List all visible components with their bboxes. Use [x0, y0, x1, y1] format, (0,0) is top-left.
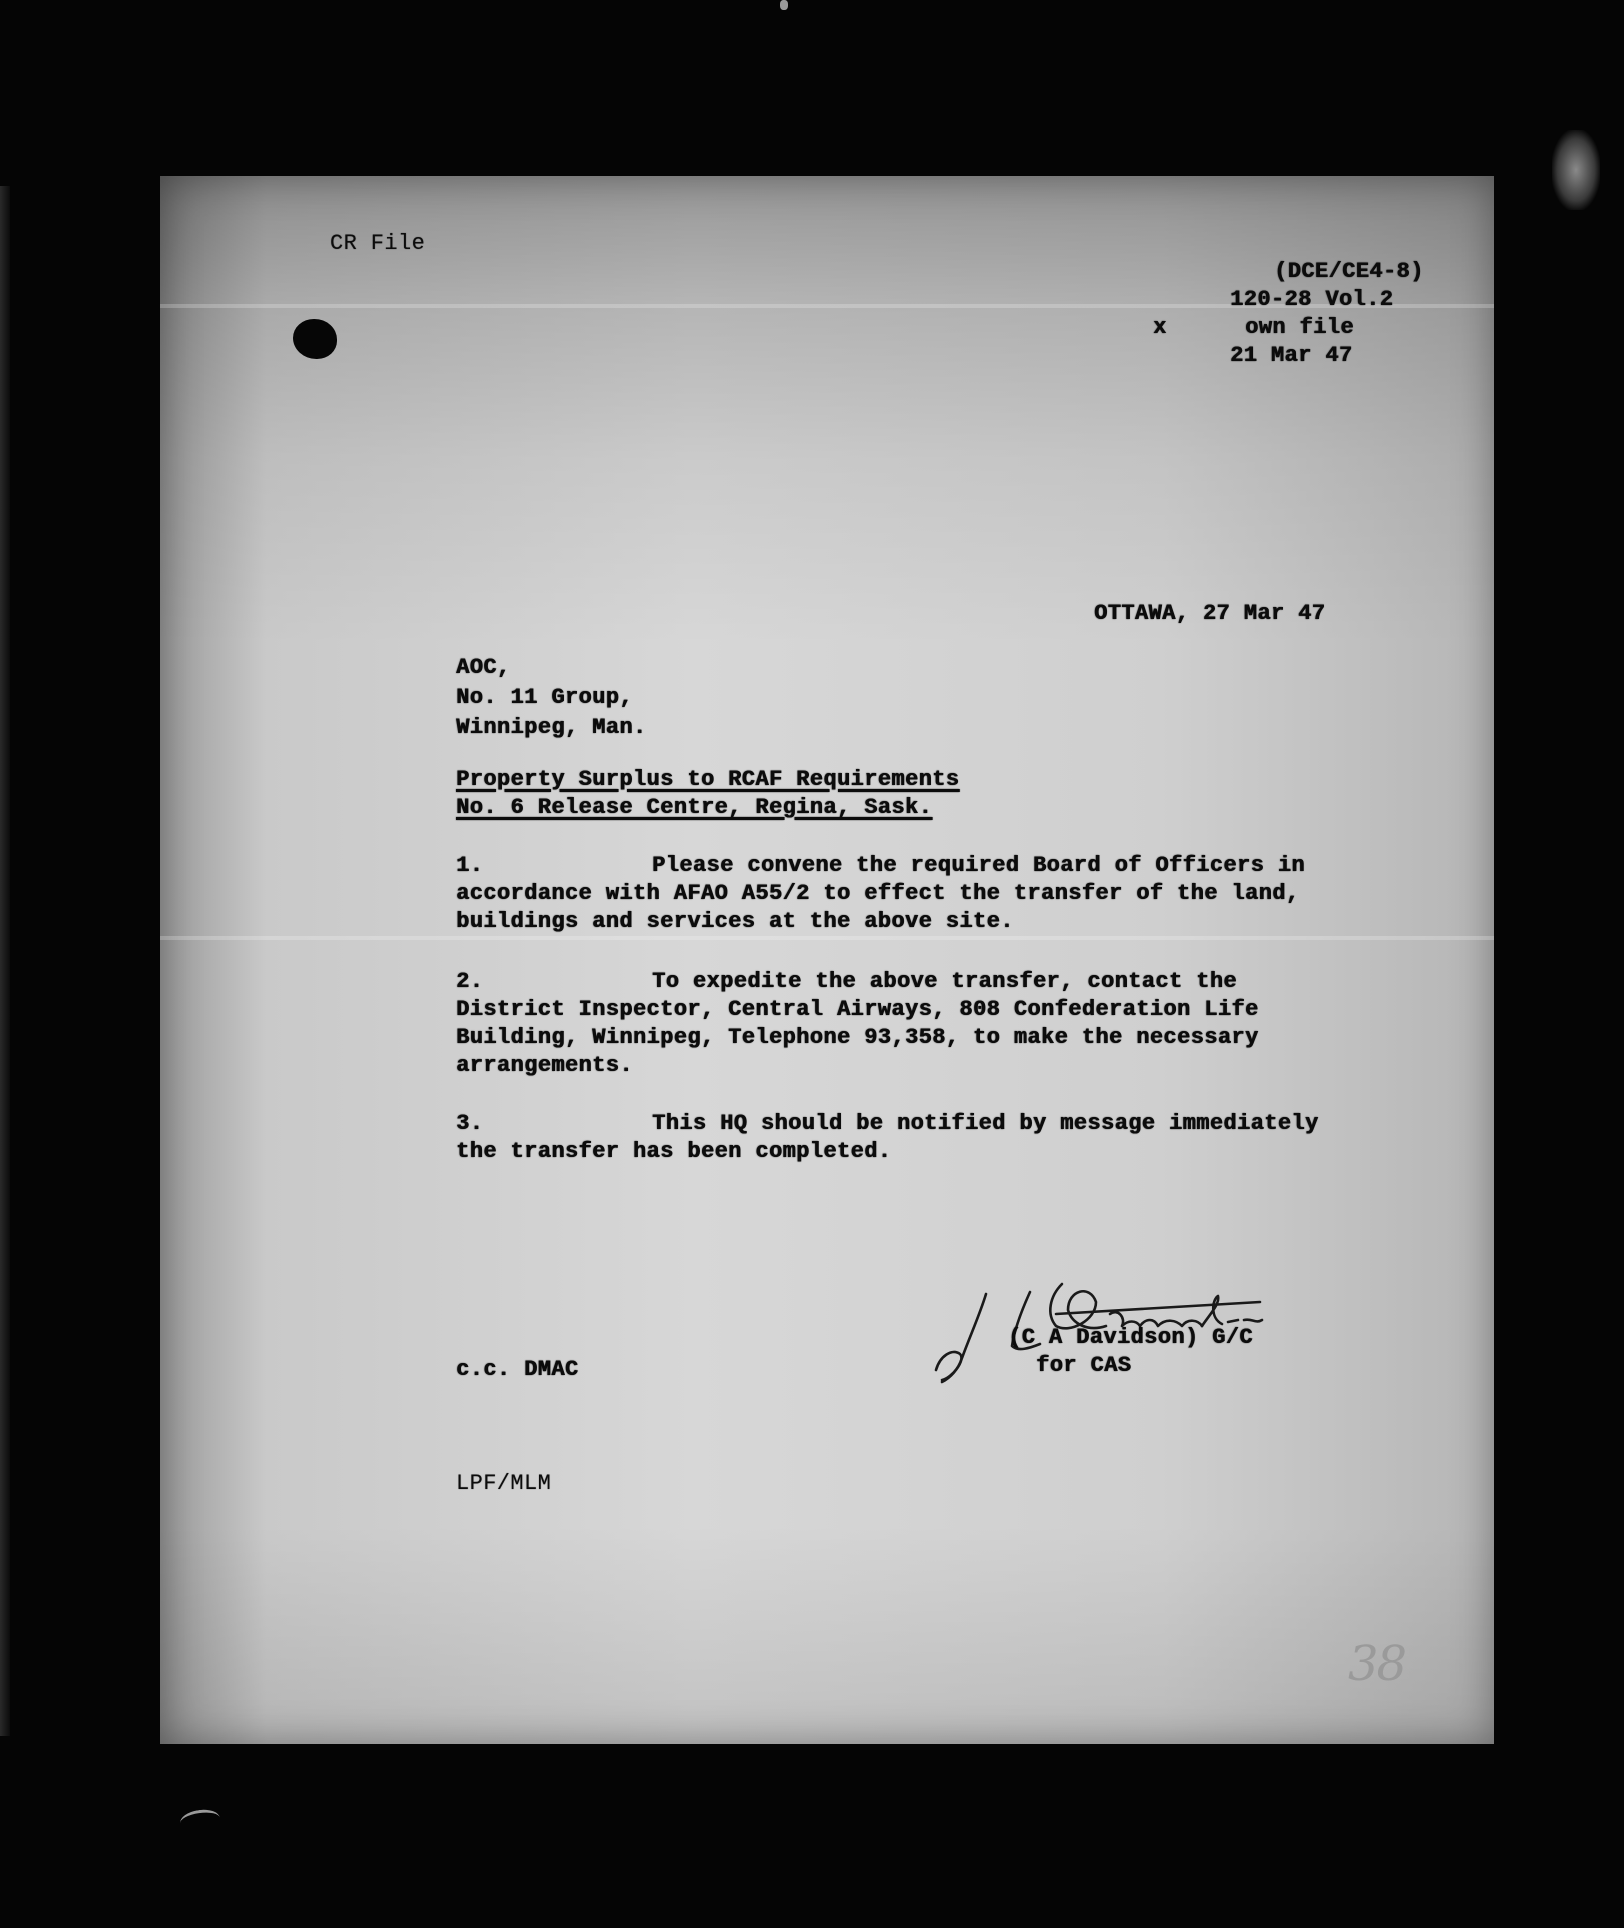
- subject-line: Property Surplus to RCAF Requirements: [456, 767, 960, 792]
- typist-initials: LPF/MLM: [456, 1471, 552, 1496]
- subject-line: No. 6 Release Centre, Regina, Sask.: [456, 795, 933, 820]
- paragraph-line: arrangements.: [456, 1053, 633, 1078]
- paragraph-line: This HQ should be notified by message immediately: [652, 1111, 1319, 1136]
- paragraph-line: Building, Winnipeg, Telephone 93,358, to make the necessary: [456, 1025, 1259, 1050]
- scan-edge: [0, 186, 10, 1736]
- paragraph-number: 3.: [456, 1111, 484, 1136]
- signature-title: for CAS: [1036, 1353, 1132, 1378]
- ref-mark: x: [1153, 315, 1167, 340]
- place-date: OTTAWA, 27 Mar 47: [1094, 601, 1326, 626]
- scan-artifact: [1552, 130, 1600, 210]
- scan-speck: [780, 0, 788, 10]
- carbon-copy: c.c. DMAC: [456, 1357, 579, 1382]
- scan-scratch: [179, 1807, 222, 1833]
- ref-date: 21 Mar 47: [1230, 343, 1353, 368]
- paragraph-line: the transfer has been completed.: [456, 1139, 892, 1164]
- addressee-line: AOC,: [456, 655, 511, 680]
- paragraph-line: Please convene the required Board of Officers in: [652, 853, 1305, 878]
- paragraph-number: 1.: [456, 853, 484, 878]
- paragraph-line: District Inspector, Central Airways, 808 Confederation Life: [456, 997, 1259, 1022]
- pencil-page-number: 38: [1348, 1636, 1406, 1692]
- paragraph-line: buildings and services at the above site.: [456, 909, 1014, 934]
- paragraph-line: To expedite the above transfer, contact the: [652, 969, 1237, 994]
- ref-own-file: own file: [1245, 315, 1354, 340]
- signature-name: (C A Davidson) G/C: [1008, 1325, 1253, 1350]
- paragraph-line: accordance with AFAO A55/2 to effect the transfer of the land,: [456, 881, 1300, 906]
- ref-code: (DCE/CE4-8): [1274, 259, 1424, 284]
- paragraph-number: 2.: [456, 969, 484, 994]
- addressee-line: Winnipeg, Man.: [456, 715, 647, 740]
- punch-hole: [293, 319, 337, 359]
- addressee-line: No. 11 Group,: [456, 685, 633, 710]
- file-label: CR File: [330, 231, 426, 256]
- letter-sheet: [160, 176, 1494, 1744]
- ref-file: 120-28 Vol.2: [1230, 287, 1394, 312]
